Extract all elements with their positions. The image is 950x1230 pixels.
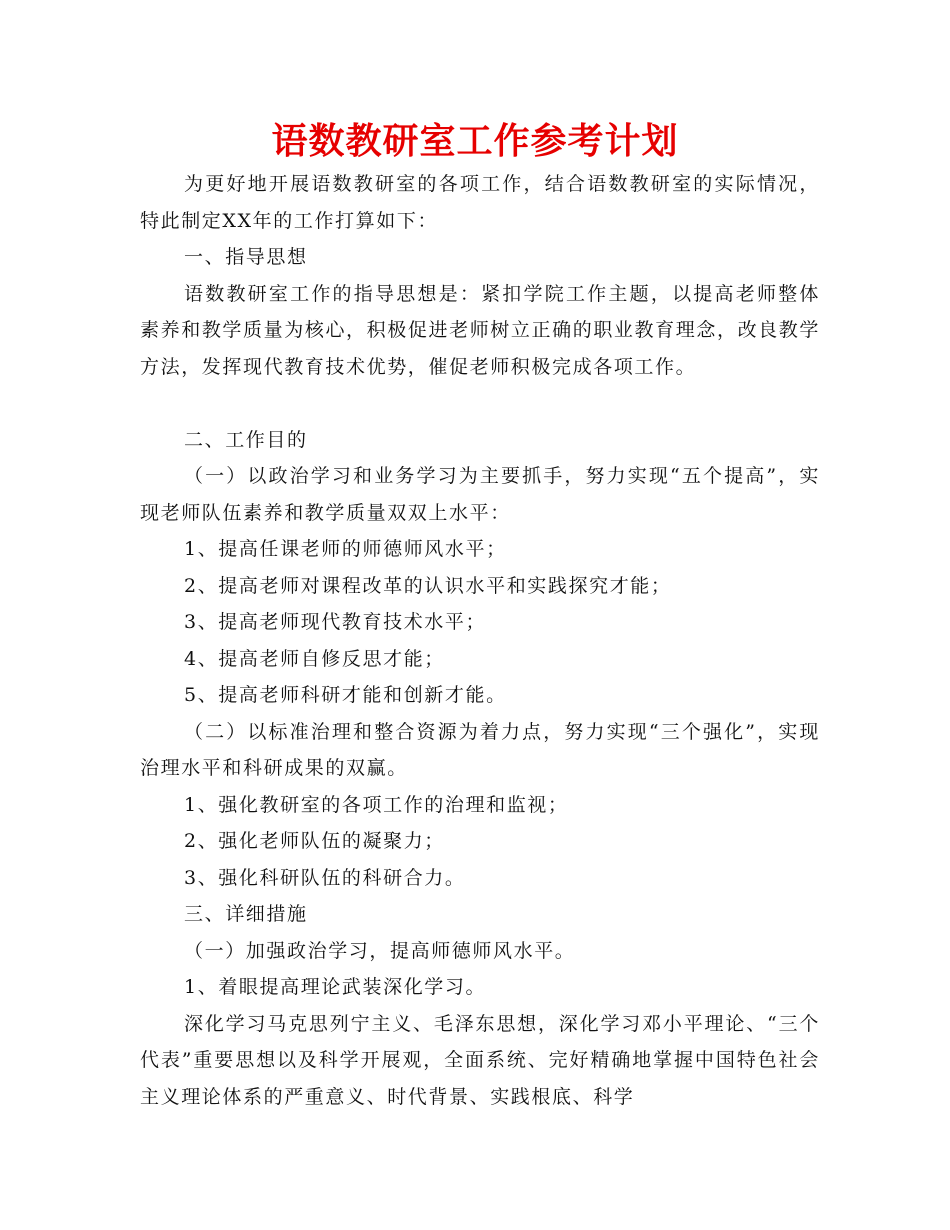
list-item: 5、提高老师科研才能和创新才能。	[184, 684, 507, 706]
list-item: 3、提高老师现代教育技术水平；	[184, 611, 487, 633]
list-item: 2、提高老师对课程改革的认识水平和实践探究才能；	[184, 574, 672, 597]
document-body	[140, 166, 820, 1115]
intro-paragraph: 为更好地开展语数教研室的各项工作，结合语数教研室的实际情况，特此制定XX年的工作打算如下：	[140, 173, 820, 232]
measure-one-heading: （一）加强政治学习，提高师德师风水平。	[184, 939, 576, 962]
section-heading-measures: 三、详细措施	[184, 903, 308, 925]
list-item: 2、强化老师队伍的凝聚力；	[184, 830, 445, 852]
list-item: 4、提高老师自修反思才能；	[184, 647, 445, 670]
guiding-ideology-paragraph: 语数教研室工作的指导思想是：紧扣学院工作主题，以提高老师整体素养和教学质量为核心，积极促进老师树立正确的职业教育理念，改良教学方法，发挥现代教育技术优势，催促老师积极完成各项工作。	[140, 282, 820, 378]
list-item: 3、强化科研队伍的科研合力。	[184, 866, 466, 889]
list-item: 1、强化教研室的各项工作的治理和监视；	[184, 793, 569, 816]
measure-one-paragraph: 深化学习马克思列宁主义、毛泽东思想，深化学习邓小平理论、“三个代表”重要思想以及科学开展观，全面系统、完好精确地掌握中国特色社会主义理论体系的严重意义、时代背景、实践根底、科学	[140, 1012, 820, 1108]
goal-two-paragraph: （二）以标准治理和整合资源为着力点，努力实现“三个强化”，实现治理水平和科研成果的双赢。	[140, 720, 820, 779]
list-item: 1、提高任课老师的师德师风水平；	[184, 538, 507, 560]
section-heading-work-goals: 二、工作目的	[184, 428, 308, 451]
blank-line	[140, 385, 820, 422]
document-title: 语数教研室工作参考计划	[271, 121, 679, 162]
goal-one-paragraph: （一）以政治学习和业务学习为主要抓手，努力实现“五个提高”，实现老师队伍素养和教学质量双双上水平：	[140, 465, 820, 524]
measure-one-sub-heading: 1、着眼提高理论武装深化学习。	[184, 976, 487, 998]
section-heading-guiding-ideology: 一、指导思想	[184, 246, 308, 268]
